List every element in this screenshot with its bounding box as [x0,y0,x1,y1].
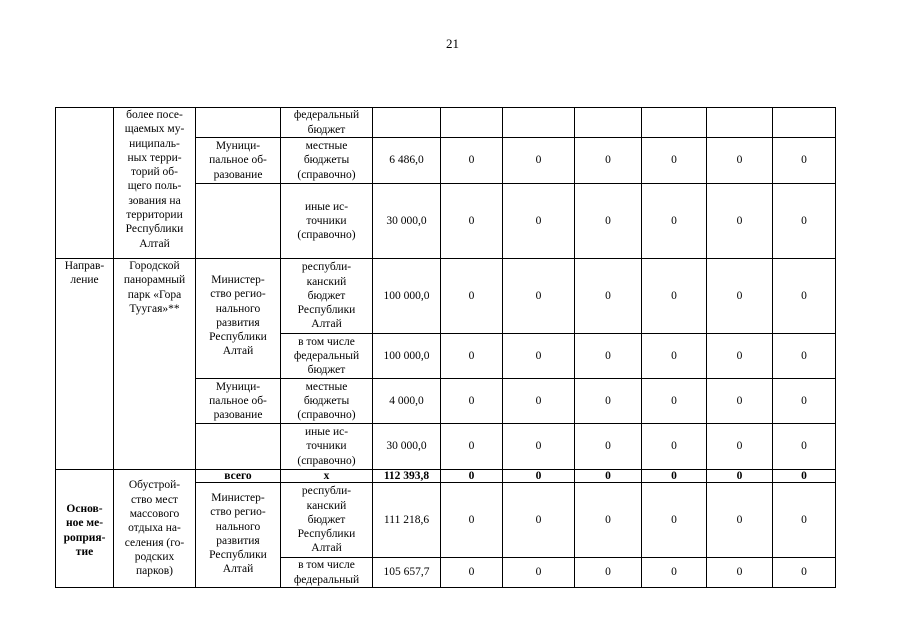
executor-cell: всего [196,470,281,483]
year-cell: 0 [773,184,836,259]
year-cell: 0 [503,259,575,334]
year-cell: 0 [503,184,575,259]
year-cell: 0 [773,334,836,379]
year-cell: 0 [575,259,642,334]
source-cell: республи- канский бюджет Республики Алтай [281,259,373,334]
source-cell: местные бюджеты (справочно) [281,379,373,424]
year-cell: 0 [642,138,707,184]
year-cell: 0 [503,138,575,184]
year-cell: 0 [503,379,575,424]
year-cell [707,108,773,138]
year-cell: 0 [773,483,836,558]
year-cell: 0 [773,138,836,184]
year-cell: 0 [707,558,773,588]
executor-cell [196,184,281,259]
year-cell: 0 [642,483,707,558]
year-cell: 0 [441,334,503,379]
year-cell: 0 [441,424,503,470]
executor-cell [196,108,281,138]
year-cell: 0 [575,138,642,184]
type-cell: Направ- ление [56,259,114,470]
year-cell: 0 [773,259,836,334]
year-cell: 0 [707,259,773,334]
year-cell: 0 [575,334,642,379]
executor-cell: Министер- ство регио- нального развития Республики Алтай [196,483,281,588]
source-cell: местные бюджеты (справочно) [281,138,373,184]
year-cell: 0 [773,470,836,483]
total-cell: 100 000,0 [373,259,441,334]
total-cell: 105 657,7 [373,558,441,588]
year-cell: 0 [707,184,773,259]
year-cell: 0 [707,138,773,184]
total-cell: 6 486,0 [373,138,441,184]
executor-cell: Муници- пальное об- разование [196,138,281,184]
total-cell: 111 218,6 [373,483,441,558]
year-cell: 0 [441,379,503,424]
year-cell [503,108,575,138]
year-cell: 0 [773,558,836,588]
year-cell [441,108,503,138]
executor-cell [196,424,281,470]
total-cell: 30 000,0 [373,424,441,470]
year-cell: 0 [575,470,642,483]
year-cell: 0 [503,470,575,483]
year-cell: 0 [642,558,707,588]
year-cell: 0 [575,379,642,424]
year-cell: 0 [642,334,707,379]
total-cell: 112 393,8 [373,470,441,483]
type-cell [56,108,114,259]
year-cell: 0 [575,424,642,470]
year-cell: 0 [642,470,707,483]
year-cell: 0 [575,184,642,259]
year-cell: 0 [642,379,707,424]
source-cell: иные ис- точники (справочно) [281,424,373,470]
type-cell: Основ- ное ме- роприя- тие [56,470,114,588]
year-cell [773,108,836,138]
year-cell [575,108,642,138]
source-cell: федеральный бюджет [281,108,373,138]
year-cell: 0 [503,558,575,588]
year-cell: 0 [441,470,503,483]
year-cell: 0 [441,483,503,558]
year-cell: 0 [707,483,773,558]
year-cell: 0 [575,558,642,588]
year-cell: 0 [503,483,575,558]
year-cell: 0 [642,184,707,259]
year-cell: 0 [575,483,642,558]
year-cell: 0 [441,184,503,259]
year-cell: 0 [642,424,707,470]
year-cell: 0 [642,259,707,334]
year-cell: 0 [773,424,836,470]
year-cell: 0 [707,334,773,379]
year-cell: 0 [707,379,773,424]
source-cell: иные ис- точники (справочно) [281,184,373,259]
year-cell: 0 [773,379,836,424]
year-cell: 0 [503,334,575,379]
activity-cell: более посе- щаемых му- ниципаль- ных терри- торий об- щего поль- зования на территории Республики Алтай [114,108,196,259]
year-cell: 0 [441,138,503,184]
year-cell: 0 [707,424,773,470]
total-cell: 4 000,0 [373,379,441,424]
budget-table [55,107,836,588]
year-cell: 0 [441,558,503,588]
executor-cell: Муници- пальное об- разование [196,379,281,424]
table-row-total [56,470,836,483]
year-cell [642,108,707,138]
year-cell: 0 [707,470,773,483]
total-cell [373,108,441,138]
source-cell: в том числе федеральный [281,558,373,588]
source-cell: в том числе федеральный бюджет [281,334,373,379]
table-row [56,108,836,138]
source-cell: республи- канский бюджет Республики Алтай [281,483,373,558]
source-cell: х [281,470,373,483]
year-cell: 0 [503,424,575,470]
executor-cell: Министер- ство регио- нального развития Республики Алтай [196,259,281,379]
page-number: 21 [446,36,459,51]
total-cell: 30 000,0 [373,184,441,259]
year-cell: 0 [441,259,503,334]
activity-cell: Городской панорамный парк «Гора Туугая»** [114,259,196,470]
table-row [56,259,836,334]
total-cell: 100 000,0 [373,334,441,379]
activity-cell: Обустрой- ство мест массового отдыха на- селения (го- родских парков) [114,470,196,588]
